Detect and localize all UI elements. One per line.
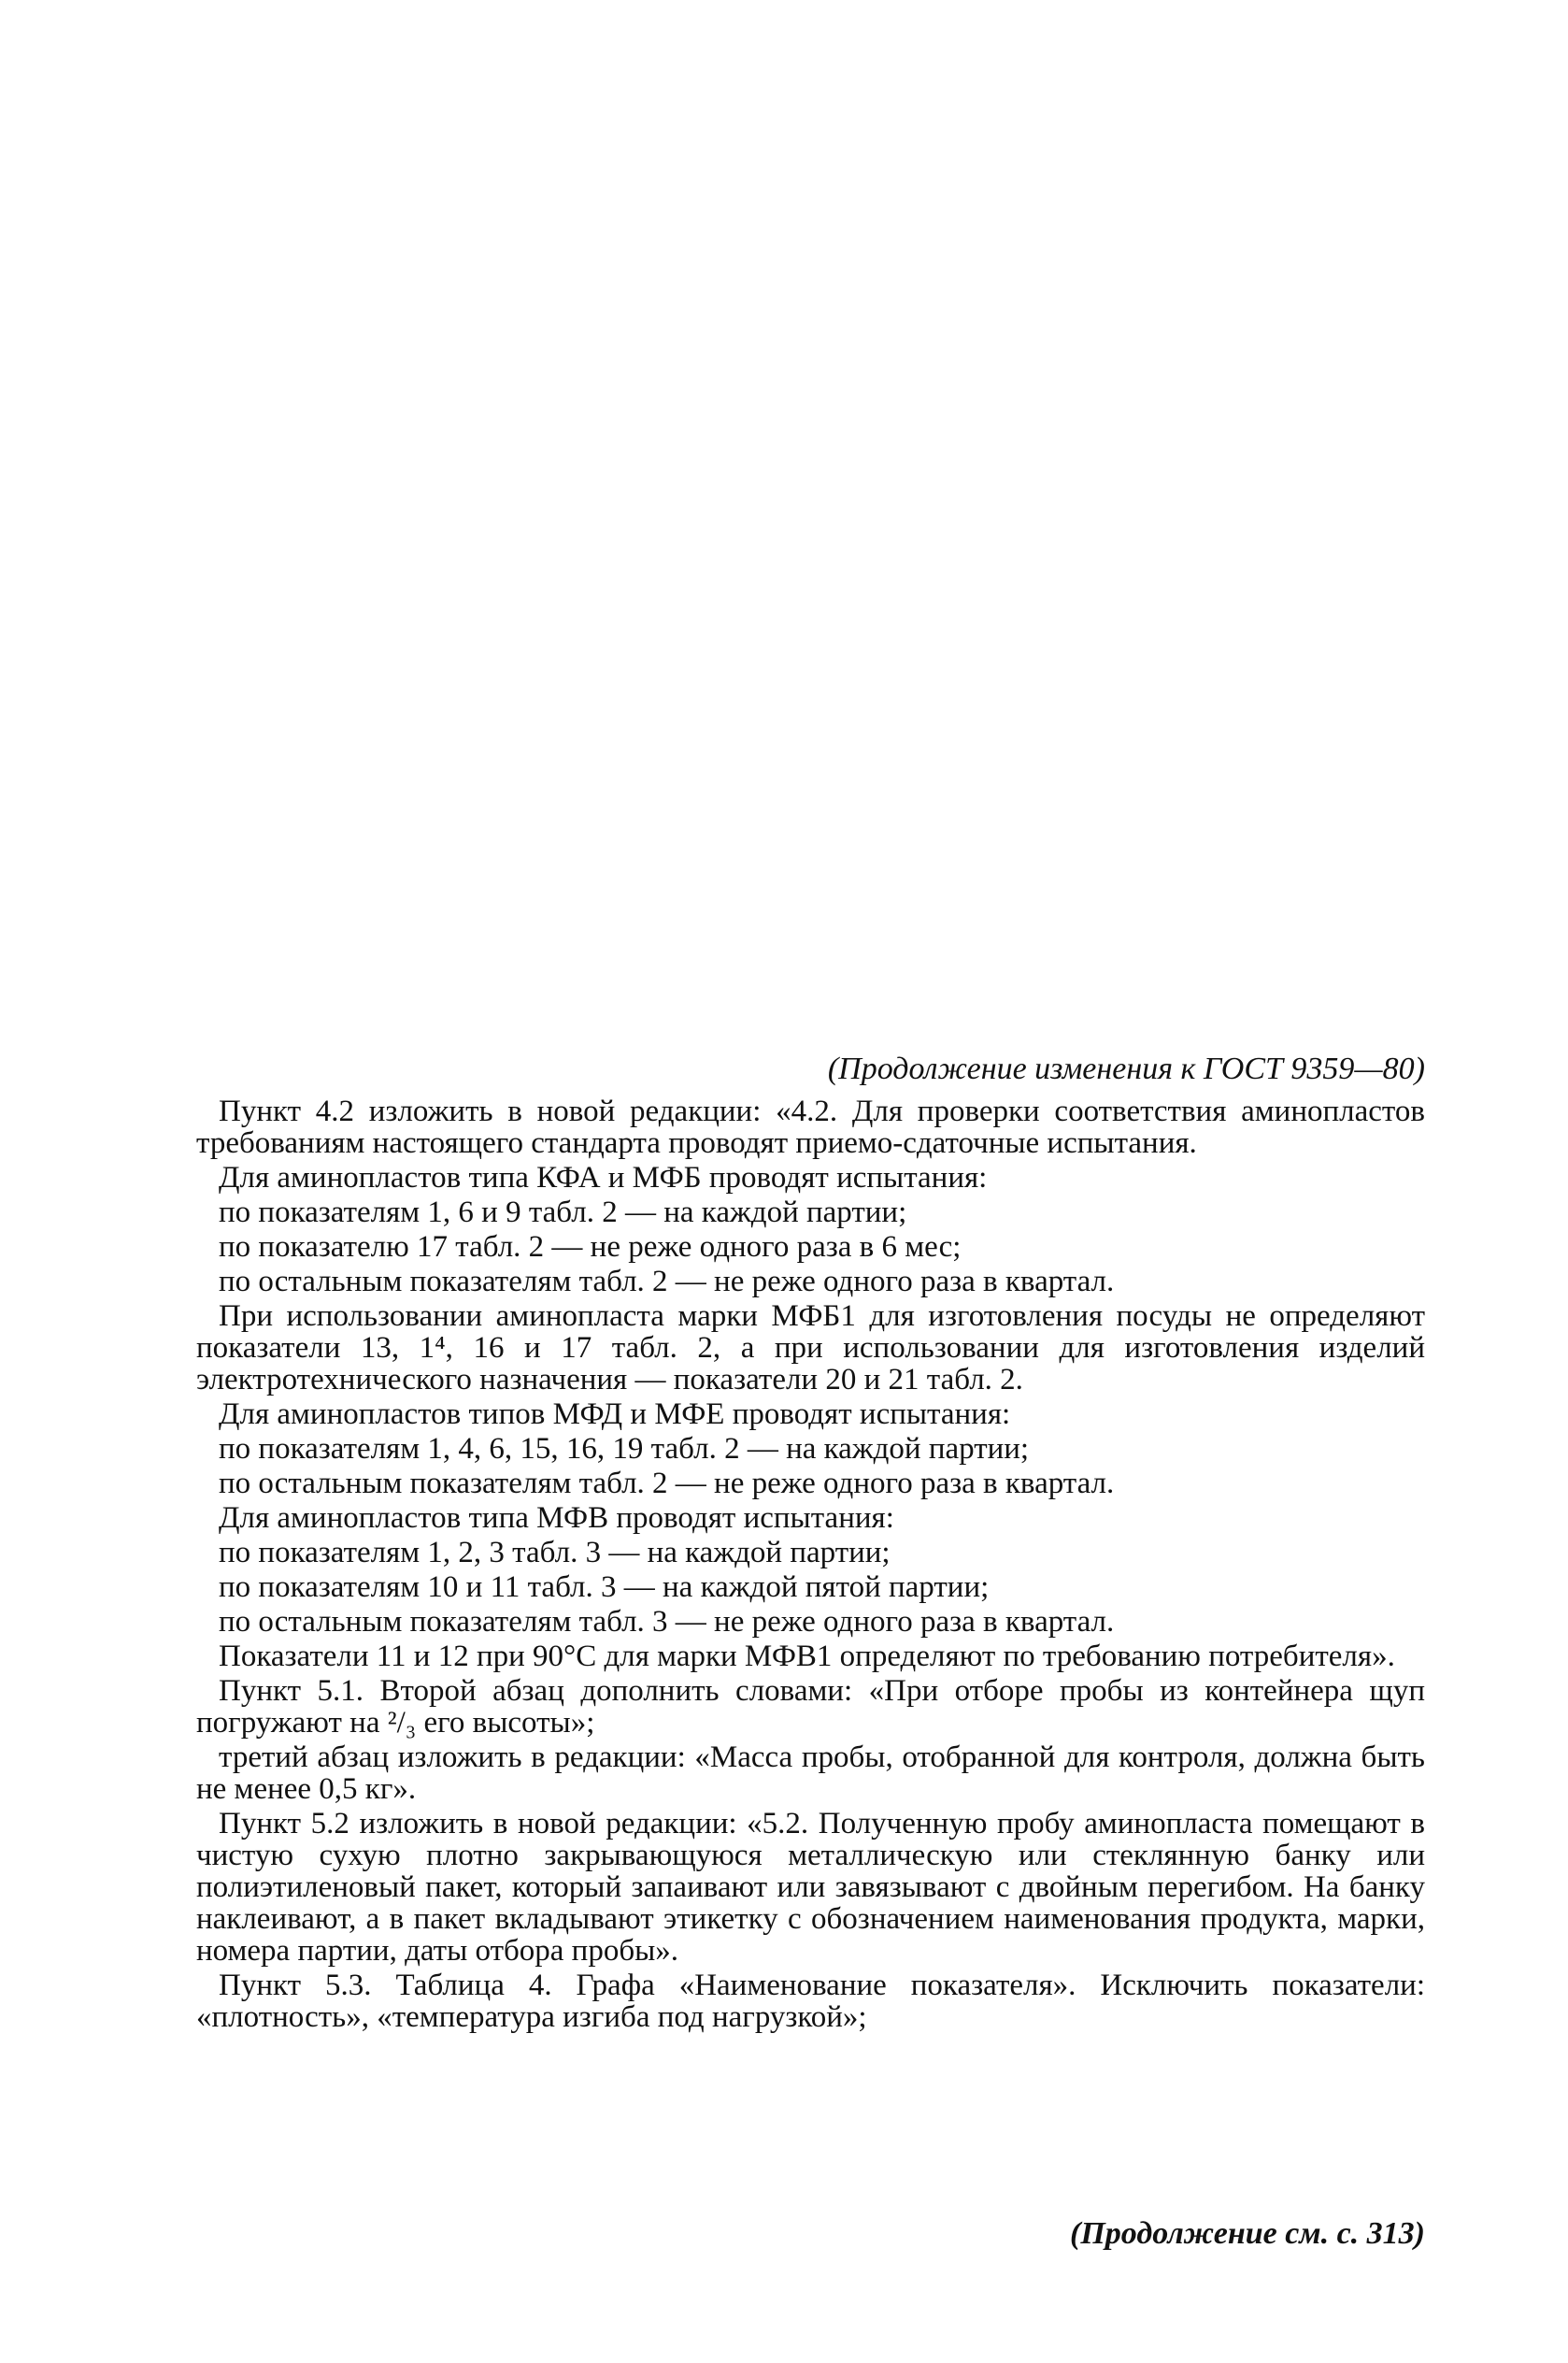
continuation-header: (Продолжение изменения к ГОСТ 9359—80)	[827, 1052, 1425, 1086]
paragraph-4-2: Пункт 4.2 изложить в новой редакции: «4.2. Для проверки соответствия аминопластов требованиям настоящего стандарта проводят приемо-сдаточные испытания.	[196, 1095, 1425, 1160]
paragraph-mfd-mfe: Для аминопластов типов МФД и МФЕ проводят испытания:	[219, 1397, 1011, 1431]
paragraph-mfv: Для аминопластов типа МФВ проводят испытания:	[219, 1501, 894, 1535]
paragraph-list-item: по остальным показателям табл. 2 — не реже одного раза в квартал.	[219, 1467, 1115, 1500]
paragraph-third: третий абзац изложить в редакции: «Масса пробы, отобранной для контроля, должна быть не менее 0,5 кг».	[196, 1740, 1425, 1806]
paragraph-list-item: по показателям 1, 2, 3 табл. 3 — на каждой партии;	[219, 1536, 891, 1569]
paragraph-5-2: Пункт 5.2 изложить в новой редакции: «5.2. Полученную пробу аминопласта помещают в чистую сухую плотно закрывающуюся металлическую или стеклянную банку или полиэтиленовый пакет, который запаивают или завязывают с двойным перегибом. На банку наклеивают, а в пакет вкладывают этикетку с обозначением наименования продукта, марки, номера партии, даты отбора пробы».	[196, 1807, 1425, 1968]
paragraph-list-item: по показателям 10 и 11 табл. 3 — на каждой пятой партии;	[219, 1570, 990, 1604]
document-body	[196, 1096, 1425, 2036]
paragraph-list-item: по показателям 1, 4, 6, 15, 16, 19 табл. 2 — на каждой партии;	[219, 1432, 1030, 1466]
paragraph-mfv1: Показатели 11 и 12 при 90°С для марки МФВ1 определяют по требованию потребителя».	[219, 1640, 1395, 1673]
paragraph-list-item: по остальным показателям табл. 2 — не реже одного раза в квартал.	[219, 1265, 1115, 1298]
paragraph-kfa-mfb: Для аминопластов типа КФА и МФБ проводят испытания:	[219, 1161, 988, 1195]
paragraph-list-item: по остальным показателям табл. 3 — не реже одного раза в квартал.	[219, 1605, 1115, 1639]
paragraph-list-item: по показателям 1, 6 и 9 табл. 2 — на каждой партии;	[219, 1196, 907, 1229]
continuation-footer: (Продолжение см. с. 313)	[1070, 2216, 1425, 2251]
paragraph-mfb1: При использовании аминопласта марки МФБ1 для изготовления посуды не определяют показатели 13, 1⁴, 16 и 17 табл. 2, а при использовании для изготовления изделий электротехнического назначения — показатели 20 и 21 табл. 2.	[196, 1299, 1425, 1396]
paragraph-5-3: Пункт 5.3. Таблица 4. Графа «Наименование показателя». Исключить показатели: «плотность», «температура изгиба под нагрузкой»;	[196, 1969, 1425, 2034]
paragraph-5-1: Пункт 5.1. Второй абзац дополнить словами: «При отборе пробы из контейнера щуп погружают на ²/₃ его высоты»;	[196, 1674, 1425, 1740]
paragraph-list-item: по показателю 17 табл. 2 — не реже одного раза в 6 мес;	[219, 1230, 962, 1264]
